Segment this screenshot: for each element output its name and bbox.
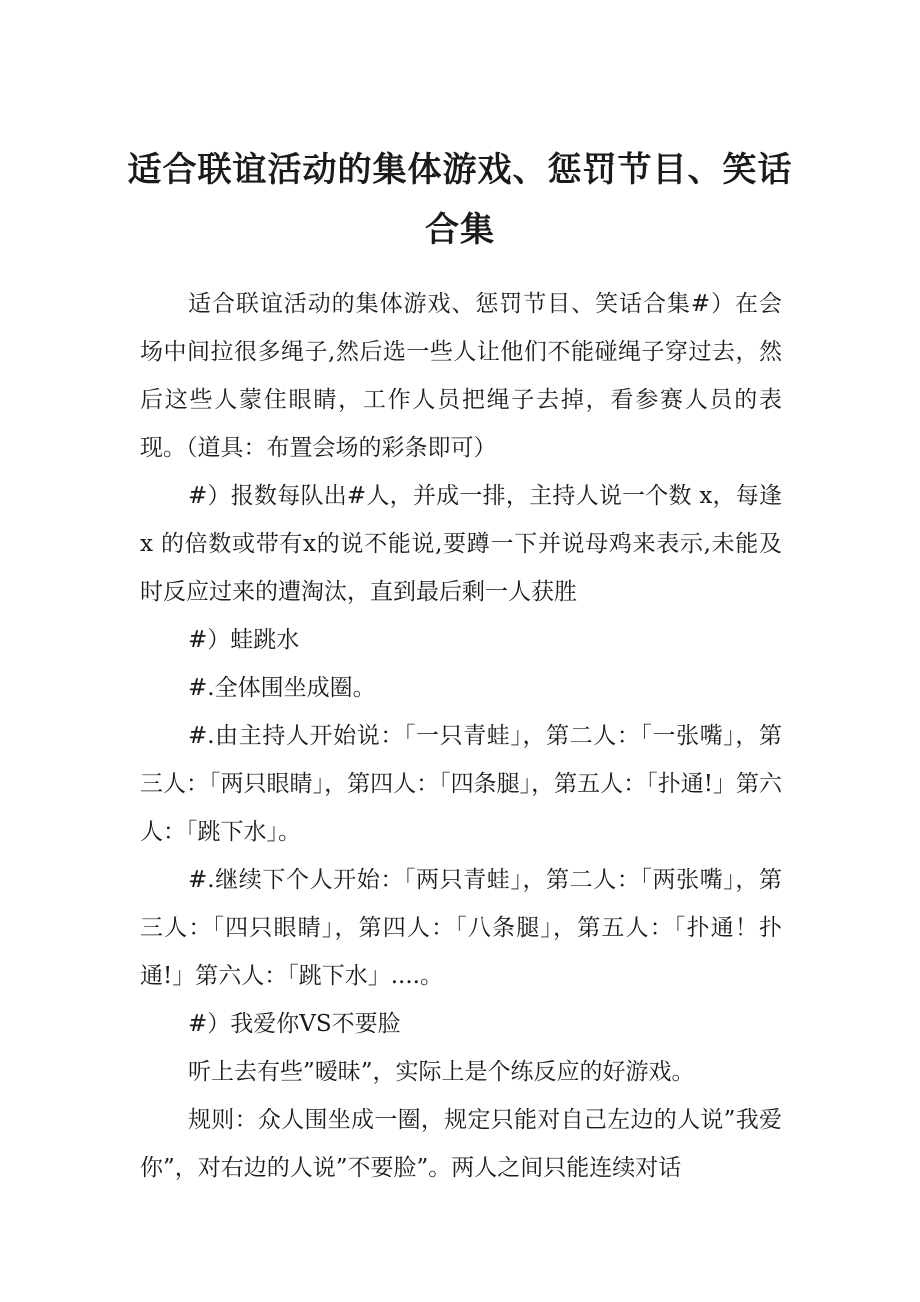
paragraph-love-rules: 规则：众人围坐成一圈，规定只能对自己左边的人说”我爱你”，对右边的人说”不要脸”。两人之间只能连续对话 <box>140 1107 782 1181</box>
paragraph-frog-step-1: #.全体围坐成圈。 <box>188 675 376 701</box>
paragraph-love-intro: 听上去有些”暧昧”，实际上是个练反应的好游戏。 <box>188 1059 695 1085</box>
paragraph-frog-heading: #）蛙跳水 <box>188 627 300 653</box>
paragraph-love-heading: #）我爱你VS不要脸 <box>188 1011 401 1037</box>
document-body <box>140 280 782 1192</box>
paragraph-count-game: #）报数每队出#人，并成一排，主持人说一个数 x，每逢x 的倍数或带有x的说不能说,要蹲一下并说母鸡来表示,未能及时反应过来的遭淘汰，直到最后剩一人获胜 <box>140 483 782 605</box>
paragraph-frog-step-2: #.由主持人开始说：「一只青蛙」，第二人：「一张嘴」，第三人：「两只眼睛」，第四人：「四条腿」，第五人：「扑通!」第六人：「跳下水」。 <box>140 723 782 845</box>
title-line-1: 适合联谊活动的集体游戏、惩罚节目、笑话 <box>127 150 793 190</box>
title-line-2: 合集 <box>425 210 495 250</box>
document-title <box>120 140 800 260</box>
paragraph-frog-step-3: #.继续下个人开始：「两只青蛙」，第二人：「两张嘴」，第三人：「四只眼睛」，第四人：「八条腿」，第五人：「扑通！扑通!」第六人：「跳下水」....。 <box>140 867 782 989</box>
paragraph-rope-game: 适合联谊活动的集体游戏、惩罚节目、笑话合集#）在会场中间拉很多绳子,然后选一些人让他们不能碰绳子穿过去，然后这些人蒙住眼睛，工作人员把绳子去掉，看参赛人员的表现。（道具：布置会场的彩条即可） <box>140 291 782 461</box>
